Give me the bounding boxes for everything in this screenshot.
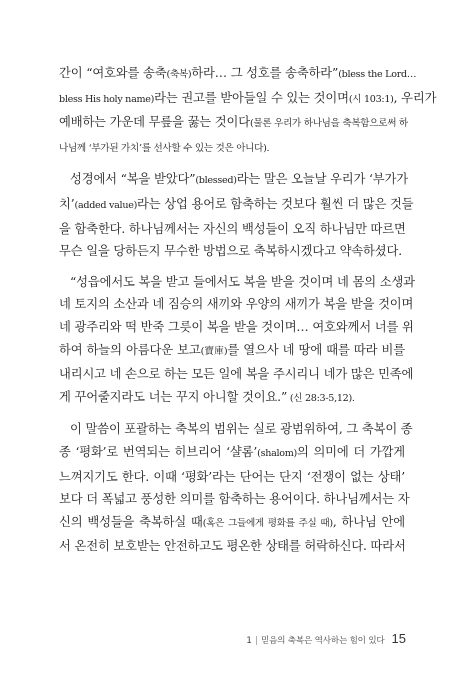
text-line — [59, 418, 413, 441]
text-line — [59, 511, 405, 536]
text-line — [59, 441, 405, 466]
body-text-run: 예배하는 가운데 무릎을 꿇는 것이다 — [59, 115, 250, 130]
annotation-text: (blessed) — [195, 175, 237, 187]
body-text-run: , 우리가 — [393, 90, 437, 105]
paragraph — [59, 271, 415, 411]
body-text-run: 성경에서 “복을 받았다” — [70, 172, 196, 187]
body-text-run: 네 토지의 소산과 네 짐승의 새끼와 우양의 새끼가 복을 받을 것이며 — [59, 297, 414, 312]
body-text-run: 이 말씀이 포괄하는 축복의 범위는 실로 광범위하여, 그 축복이 종 — [70, 422, 413, 437]
running-footer — [246, 631, 406, 647]
text-line — [59, 87, 437, 112]
text-line — [59, 293, 414, 316]
body-text-run: 하여 하늘의 아름다운 보고 — [59, 342, 201, 357]
footer-separator: | — [254, 636, 258, 646]
annotation-text: (shalom) — [257, 447, 297, 459]
annotation-text: (시 103:1) — [348, 93, 394, 105]
body-text-run: 하라… 그 성호를 송축하라” — [191, 66, 339, 80]
body-text-run: 네 광주리와 떡 반죽 그릇이 복을 받을 것이며… 여호와께서 너를 위 — [59, 319, 414, 334]
text-line — [59, 111, 408, 136]
text-line — [59, 62, 417, 87]
body-text-run: 서 온전히 보호받는 안전하고도 평온한 상태를 허락하신다. 따라서 — [59, 539, 406, 554]
body-text-run: 종 ‘평화’로 번역되는 히브리어 ‘샬롬’ — [59, 444, 258, 459]
text-line — [59, 240, 405, 263]
body-text-run: 을 함축한다. 하나님께서는 자신의 백성들이 오직 하나님만 따르면 — [59, 221, 406, 236]
body-text — [59, 62, 437, 566]
body-text-run: 치’ — [59, 196, 75, 211]
body-text-run: 신의 백성들을 축복하실 때 — [59, 514, 203, 529]
body-text-run: 라는 권고를 받아들일 수 있는 것이며 — [154, 90, 349, 105]
body-text-run: 간이 “여호와를 송축 — [59, 66, 167, 80]
chapter-title: 믿음의 축복은 역사하는 힘이 있다 — [260, 636, 385, 646]
annotation-text: (축복) — [166, 69, 192, 80]
body-text-run: 게 꾸어줄지라도 너는 꾸지 아니할 것이요.” — [59, 389, 288, 404]
text-line — [59, 466, 405, 489]
annotation-text: (혹은 그들에게 평화를 주실 때) — [202, 517, 333, 529]
text-line — [59, 316, 414, 339]
body-text-run: 라는 말은 오늘날 우리가 ‘부가가 — [236, 172, 408, 187]
chapter-number: 1 — [246, 636, 252, 646]
annotation-text: (added value) — [74, 199, 138, 211]
body-text-run: 의 의미에 더 가깝게 — [297, 444, 405, 459]
text-line — [59, 168, 408, 193]
paragraph — [59, 168, 414, 262]
text-line — [59, 339, 405, 364]
body-text-run: , 하나님 안에 — [332, 514, 406, 529]
body-text-run: 라는 상업 용어로 함축하는 것보다 훨씬 더 많은 것들 — [137, 196, 414, 211]
text-line — [59, 386, 405, 411]
body-text-run: “성읍에서도 복을 받고 들에서도 복을 받을 것이며 네 몸의 소생과 — [70, 274, 415, 289]
text-line — [59, 488, 410, 511]
text-line — [59, 136, 405, 161]
body-text-run: 내리시고 네 손으로 하는 모든 일에 복을 주시리니 네가 많은 민족에 — [59, 367, 414, 382]
text-line — [59, 218, 405, 241]
body-text-run: 보다 더 폭넓고 풍성한 의미를 함축하는 용어이다. 하나님께서는 자 — [59, 492, 410, 507]
page-number: 15 — [391, 631, 406, 646]
body-text-run: 무슨 일을 당하든지 무수한 방법으로 축복하시겠다고 약속하셨다. — [59, 244, 402, 259]
paragraph — [59, 418, 413, 558]
text-line — [59, 363, 414, 386]
annotation-text: (물론 우리가 하나님을 축복함으로써 하 — [249, 118, 408, 130]
body-text-run: 를 열으사 네 땅에 때를 따라 비를 — [227, 342, 405, 357]
body-text-run: 느껴지기도 한다. 이때 ‘평화’라는 단어는 단지 ‘전쟁이 없는 상태’ — [59, 469, 405, 484]
text-line — [59, 535, 405, 558]
text-line — [59, 271, 415, 294]
paragraph — [59, 62, 437, 160]
annotation-text: bless His holy name) — [59, 93, 155, 105]
annotation-text: (寶庫) — [200, 345, 228, 357]
annotation-text: 나님께 ‘부가된 가치’를 선사할 수 있는 것은 아니다). — [59, 142, 270, 154]
text-line — [59, 193, 414, 218]
annotation-text: (bless the Lord… — [338, 69, 417, 80]
annotation-text: (신 28:3-5,12). — [287, 392, 355, 404]
